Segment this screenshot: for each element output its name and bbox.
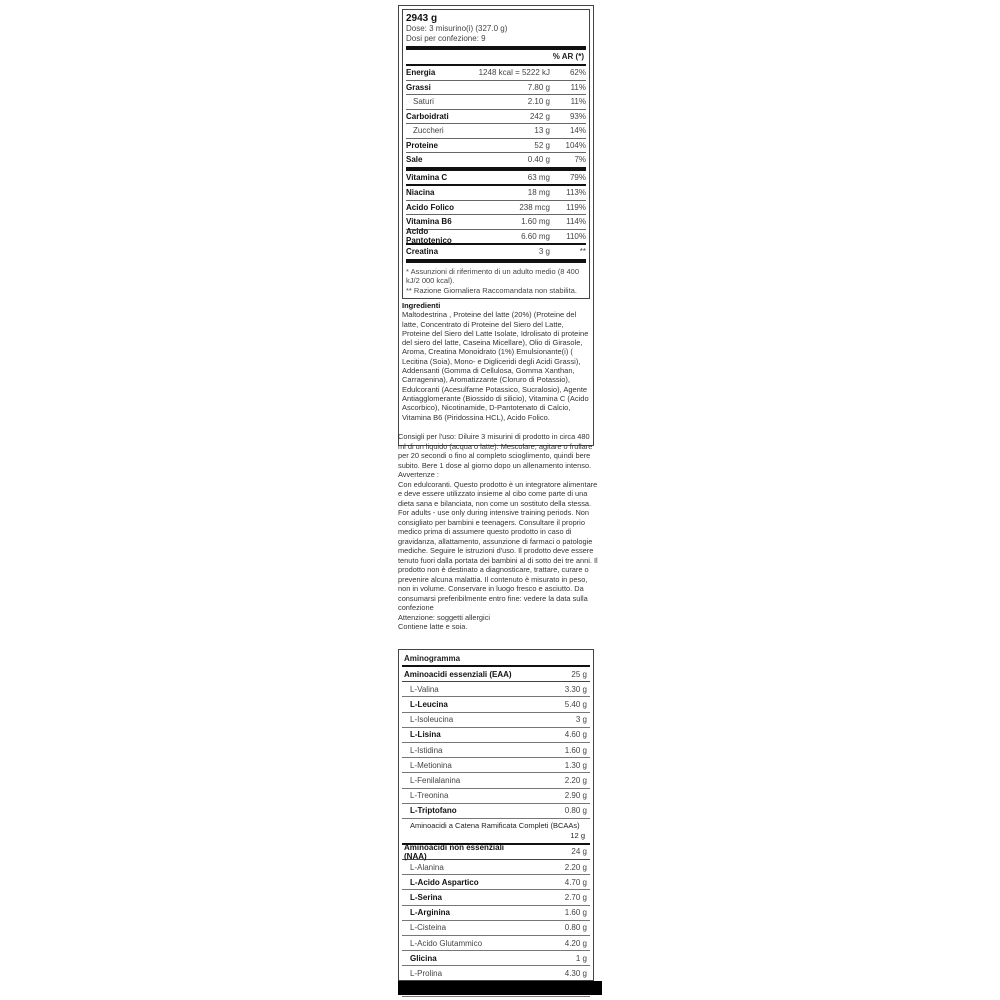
eaa-header-value: 25 g	[571, 669, 587, 679]
nutrient-percent: 119%	[566, 202, 586, 212]
nutrient-row	[406, 171, 586, 187]
amino-name: L-Acido Aspartico	[410, 877, 479, 887]
naa-rows	[402, 860, 590, 997]
amino-row	[402, 966, 590, 981]
nutrient-name: Acido Folico	[406, 202, 454, 212]
amino-row	[402, 875, 590, 890]
amino-row	[402, 743, 590, 758]
nutrient-amount: 0.40 g	[527, 155, 550, 165]
amino-name: L-Fenilalanina	[410, 775, 461, 785]
amino-name: L-Metionina	[410, 760, 452, 770]
amino-value: 4.20 g	[564, 938, 587, 948]
amino-row	[402, 951, 590, 966]
amino-name: L-Valina	[410, 684, 439, 694]
amino-value: 4.70 g	[564, 877, 587, 887]
footnote-rda: ** Razione Giornaliera Raccomandata non stabilita.	[406, 285, 577, 295]
naa-header-label: Aminoacidi non essenziali (NAA)	[404, 842, 505, 861]
amino-value: 2.70 g	[564, 893, 587, 903]
servings-info: Dosi per confezione: 9	[406, 34, 586, 50]
amino-row	[402, 758, 590, 773]
amino-row	[402, 804, 590, 819]
amino-value: 0.80 g	[564, 923, 587, 933]
nutrient-percent: 11%	[570, 97, 586, 107]
amino-value: 3 g	[575, 715, 587, 725]
nutrient-percent: 93%	[569, 111, 586, 121]
nutrient-percent: 114%	[566, 217, 586, 227]
nutrient-row	[406, 110, 586, 125]
nutrient-percent: 113%	[566, 188, 586, 198]
amino-row	[402, 713, 590, 728]
bcaa-total	[402, 819, 590, 845]
nutrient-percent: **	[579, 247, 586, 257]
nutrient-row	[406, 227, 586, 246]
nutrient-name: Proteine	[406, 140, 439, 150]
footnote-reference: * Assunzioni di riferimento di un adulto medio (8 400 kJ/2 000 kcal).	[406, 266, 580, 285]
nutrient-row	[406, 245, 586, 263]
amino-value: 1 g	[575, 953, 587, 963]
ingredients	[402, 301, 590, 422]
amino-value: 5.40 g	[564, 699, 587, 709]
nutrient-amount: 1.60 mg	[521, 217, 550, 227]
nutrient-amount: 1248 kcal = 5222 kJ	[478, 68, 550, 78]
amino-row	[402, 773, 590, 788]
nutrient-amount: 63 mg	[527, 172, 550, 182]
eaa-rows	[402, 682, 590, 819]
nutrient-name: Sale	[406, 155, 423, 165]
nutrition-rows	[406, 66, 586, 263]
nutrient-amount: 52 g	[534, 140, 550, 150]
amino-name: L-Cisteina	[410, 923, 447, 933]
nutrient-amount: 18 mg	[527, 188, 550, 198]
amino-name: L-Istidina	[410, 745, 443, 755]
nutrient-name: Niacina	[406, 188, 435, 198]
nutrient-name: Carboidrati	[406, 111, 449, 121]
amino-row	[402, 921, 590, 936]
eaa-header-label: Aminoacidi essenziali (EAA)	[404, 669, 512, 679]
nutrient-amount: 13 g	[534, 126, 550, 136]
amino-row	[402, 860, 590, 875]
amino-value: 3.30 g	[564, 684, 587, 694]
nutrient-percent: 11%	[570, 82, 586, 92]
nutrient-name: Energia	[406, 68, 436, 78]
amino-name: L-Treonina	[410, 791, 449, 801]
nutrient-name: Saturi	[413, 97, 434, 107]
amino-value: 4.30 g	[564, 968, 587, 978]
nutrient-row	[406, 66, 586, 81]
amino-row	[402, 728, 590, 743]
amino-name: L-Serina	[410, 893, 443, 903]
nutrition-table	[402, 9, 590, 299]
nutrient-amount: 238 mcg	[519, 202, 550, 212]
amino-value: 2.20 g	[564, 775, 587, 785]
nutrient-amount: 3 g	[538, 247, 550, 257]
net-weight: 2943 g	[406, 13, 438, 24]
nutrient-amount: 7.80 g	[527, 82, 550, 92]
amino-name: L-Leucina	[410, 699, 448, 709]
nutrition-label	[398, 5, 594, 446]
aminogram-title: Aminogramma	[402, 652, 590, 667]
nutrient-name: Vitamina C	[406, 172, 448, 182]
nutrient-percent: 7%	[574, 155, 586, 165]
amino-value: 0.80 g	[564, 806, 587, 816]
amino-value: 4.60 g	[564, 730, 587, 740]
amino-name: L-Lisina	[410, 730, 441, 740]
amino-name: L-Isoleucina	[410, 715, 454, 725]
bcaa-value: 12 g	[570, 830, 585, 840]
ar-header: % AR (*)	[406, 50, 586, 66]
amino-name: L-Prolina	[410, 968, 443, 978]
nutrient-row	[406, 153, 586, 171]
nutrient-amount: 242 g	[529, 111, 550, 121]
nutrient-name: Vitamina B6	[406, 217, 452, 227]
nutrient-row	[406, 124, 586, 139]
amino-value: 1.60 g	[564, 745, 587, 755]
nutrient-name: Acido Pantotenico	[406, 227, 452, 246]
nutrient-percent: 110%	[566, 231, 586, 241]
nutrient-amount: 6.60 mg	[521, 231, 550, 241]
amino-row	[402, 682, 590, 697]
nutrient-amount: 2.10 g	[527, 97, 550, 107]
nutrient-row	[406, 201, 586, 216]
naa-header-value: 24 g	[571, 847, 587, 857]
amino-value: 1.60 g	[564, 908, 587, 918]
nutrient-name: Creatina	[406, 247, 439, 257]
amino-row	[402, 936, 590, 951]
nutrient-name: Zuccheri	[413, 126, 444, 136]
usage-advice: Consigli per l'uso: Diluire 3 misurini di prodotto in circa 480 ml di un liquido (acqua o latte). Mescolare, agitare o frullare per 20 secondi o fino al completo scioglimento, quindi bere subito. Bere 1 dose al giorno dopo un allenamento intenso. Avvertenze : Con edulcoranti. Questo prodotto è un integratore alimentare e deve essere utilizzato insieme al cibo come parte di una dieta sana e bilanciata, non come un sostituto della stessa. For adults - use only during intensive training periods. Non consigliato per bambini e teenagers. Consultare il proprio medico prima di assumere questo prodotto in caso di gravidanza, allattamento, assunzione di farmaci o patologie mediche. Seguire le istruzioni d'uso. Il prodotto deve essere tenuto fuori dalla portata dei bambini al di sotto dei tre anni. Il prodotto non è destinato a diagnosticare, trattare, curare o prevenire alcuna malattia. Il contenuto è misurato in peso, non in volume. Conservare in luogo fresco e asciutto. Da consumarsi preferibilmente entro fine: vedere la data sulla confezione Attenzione: soggetti allergici Contiene latte e soia.	[398, 432, 598, 631]
nutrient-percent: 79%	[569, 172, 586, 182]
nutrient-row	[406, 81, 586, 96]
amino-name: L-Alanina	[410, 862, 444, 872]
amino-value: 2.20 g	[564, 862, 587, 872]
nutrient-percent: 104%	[565, 140, 586, 150]
amino-value: 1.30 g	[564, 760, 587, 770]
amino-row	[402, 906, 590, 921]
bottom-bar	[398, 981, 602, 995]
amino-row	[402, 697, 590, 712]
nutrient-percent: 62%	[569, 68, 586, 78]
amino-row	[402, 890, 590, 905]
nutrient-name: Grassi	[406, 82, 431, 92]
amino-name: L-Triptofano	[410, 806, 457, 816]
amino-name: L-Acido Glutammico	[410, 938, 483, 948]
nutrient-percent: 14%	[569, 126, 586, 136]
naa-header	[402, 842, 590, 861]
amino-value: 2.90 g	[564, 791, 587, 801]
aminogram-table	[398, 649, 594, 981]
bcaa-label: Aminoacidi a Catena Ramificata Completi (BCAAs)	[410, 820, 580, 830]
ingredients-title: Ingredienti	[402, 301, 441, 310]
amino-name: L-Arginina	[410, 908, 450, 918]
dose-info: Dose: 3 misurino(i) (327.0 g)	[406, 24, 508, 33]
eaa-header	[402, 667, 590, 682]
nutrient-row	[406, 139, 586, 154]
ingredients-text: Maltodestrina , Proteine del latte (20%) (Proteine del latte, Concentrato di Proteine del Siero del Latte, Proteine del Siero del Latte Isolate, Idrolisato di proteine del siero del latte, Caseina Micellare), Olio di Girasole, Aroma, Creatina Monoidrato (1%) Emulsionante(i) ( Lecitina (Soia), Mono- e Digliceridi degli Acidi Grassi), Addensanti (Gomma di Cellulosa, Gomma Xanthan, Carragenina), Aromatizzante (Cloruro di Potassio), Edulcoranti (Acesulfame Potassico, Sucralosio), Agente Antiagglomerante (Biossido di silicio), Vitamina C (Acido Ascorbico), Nicotinamide, D-Pantotenato di Calcio, Vitamina B6 (Piridossina HCL), Acido Folico.	[402, 310, 589, 422]
amino-row	[402, 789, 590, 804]
nutrient-row	[406, 95, 586, 110]
nutrient-row	[406, 186, 586, 201]
amino-name: Glicina	[410, 953, 437, 963]
